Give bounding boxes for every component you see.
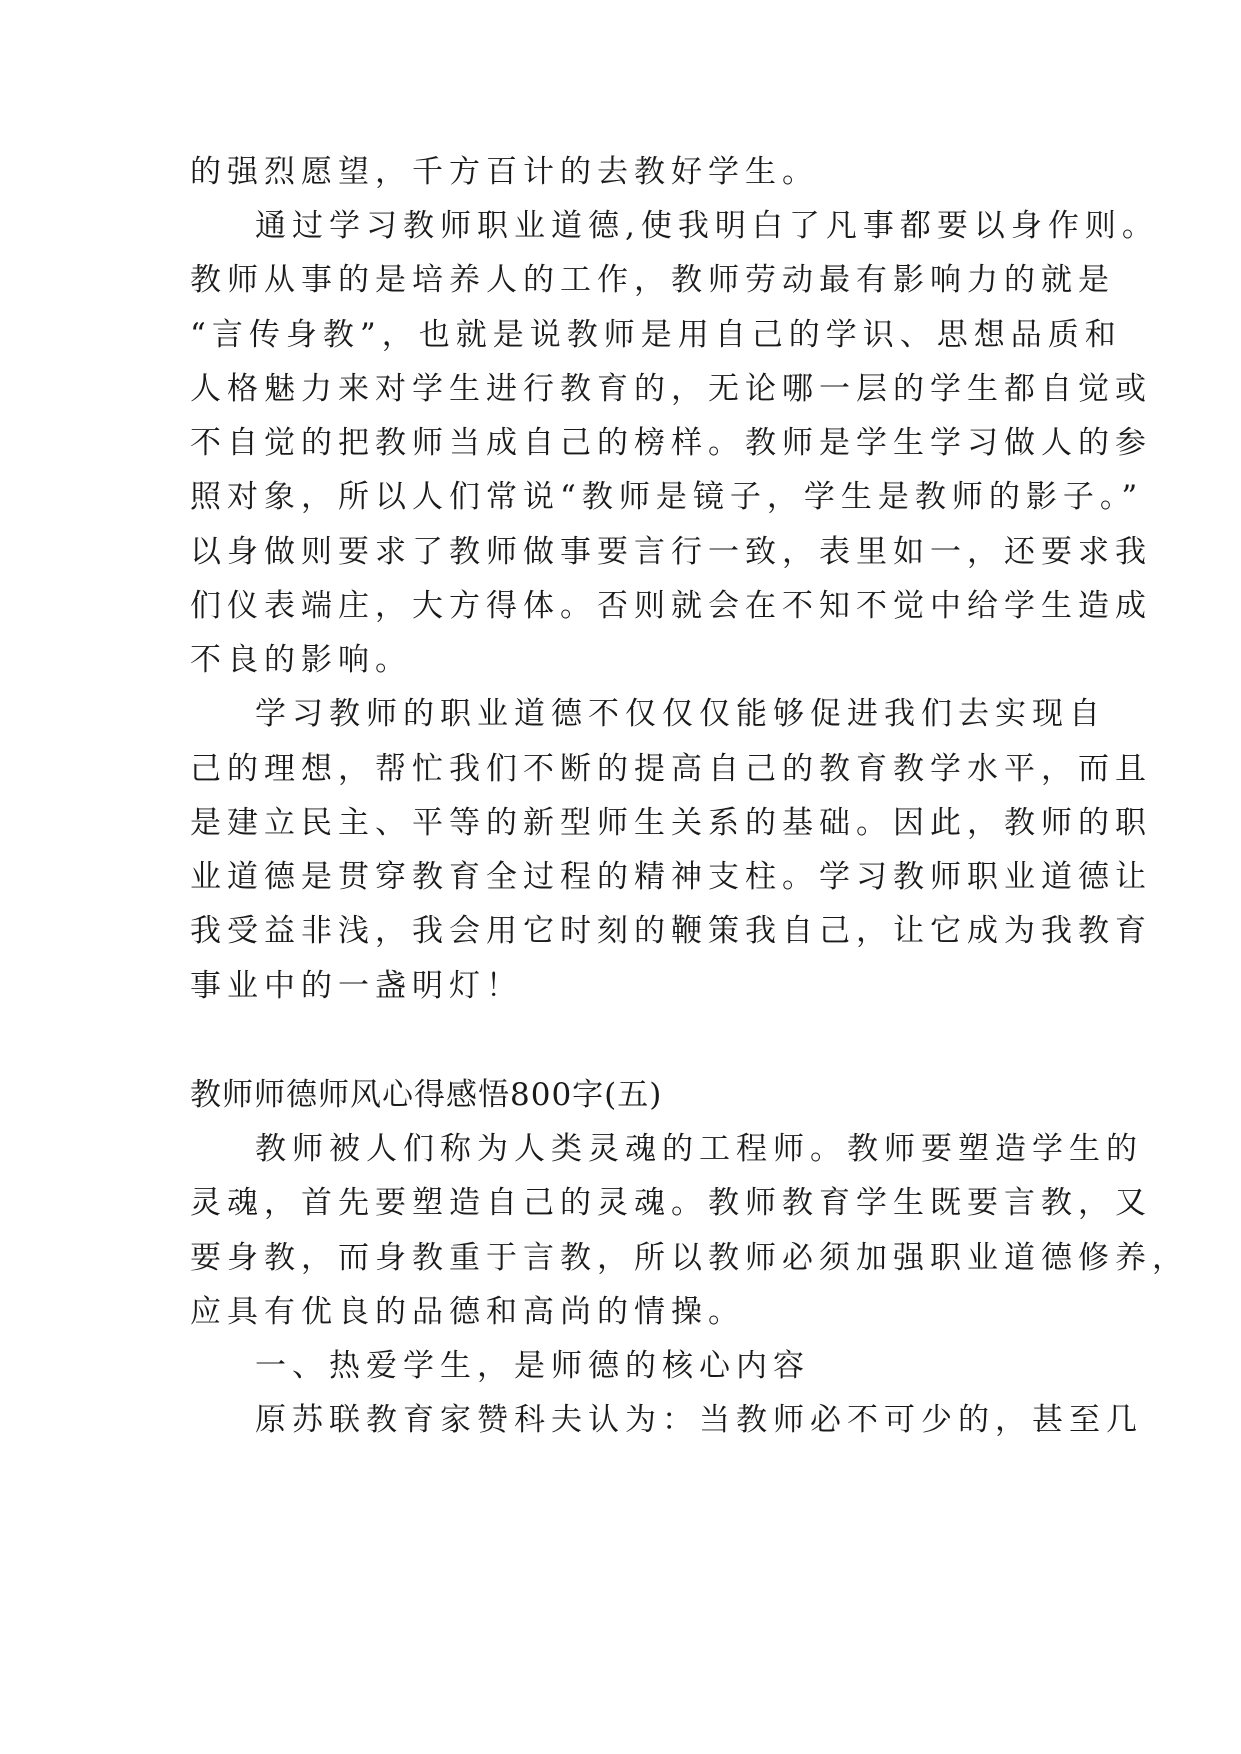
paragraph-line: 是建立民主、平等的新型师生关系的基础。因此，教师的职 xyxy=(190,805,1152,841)
paragraph-line: 人格魅力来对学生进行教育的，无论哪一层的学生都自觉或 xyxy=(190,371,1152,407)
paragraph-line: 事业中的一盏明灯！ xyxy=(190,968,523,1004)
section-title: 教师师德师风心得感悟800字(五) xyxy=(190,1077,663,1113)
paragraph-line: 以身做则要求了教师做事要言行一致，表里如一，还要求我 xyxy=(190,534,1152,570)
paragraph-line: 们仪表端庄，大方得体。否则就会在不知不觉中给学生造成 xyxy=(190,588,1152,624)
paragraph-line: 教师被人们称为人类灵魂的工程师。教师要塑造学生的 xyxy=(255,1131,1143,1167)
paragraph-line: 教师从事的是培养人的工作，教师劳动最有影响力的就是 xyxy=(190,262,1115,298)
paragraph-line: 己的理想，帮忙我们不断的提高自己的教育教学水平，而且 xyxy=(190,751,1152,787)
paragraph-line: 应具有优良的品德和高尚的情操。 xyxy=(190,1294,745,1330)
paragraph-line: 我受益非浅，我会用它时刻的鞭策我自己，让它成为我教育 xyxy=(190,913,1152,949)
paragraph-line: 不自觉的把教师当成自己的榜样。教师是学生学习做人的参 xyxy=(190,425,1152,461)
paragraph-line: “言传身教”，也就是说教师是用自己的学识、思想品质和 xyxy=(190,317,1122,353)
subheading-line: 一、热爱学生，是师德的核心内容 xyxy=(255,1348,810,1384)
paragraph-line: 的强烈愿望，千方百计的去教好学生。 xyxy=(190,154,819,190)
paragraph-line: 业道德是贯穿教育全过程的精神支柱。学习教师职业道德让 xyxy=(190,859,1152,895)
paragraph-line: 不良的影响。 xyxy=(190,642,412,678)
paragraph-line: 要身教，而身教重于言教，所以教师必须加强职业道德修养， xyxy=(190,1240,1189,1276)
paragraph-line: 学习教师的职业道德不仅仅仅能够促进我们去实现自 xyxy=(255,696,1106,732)
paragraph-line: 原苏联教育家赞科夫认为：当教师必不可少的，甚至几 xyxy=(255,1402,1143,1438)
paragraph-line: 灵魂，首先要塑造自己的灵魂。教师教育学生既要言教，又 xyxy=(190,1185,1152,1221)
paragraph-line: 通过学习教师职业道德,使我明白了凡事都要以身作则。 xyxy=(255,208,1159,244)
paragraph-line: 照对象，所以人们常说“教师是镜子，学生是教师的影子。” xyxy=(190,479,1144,515)
